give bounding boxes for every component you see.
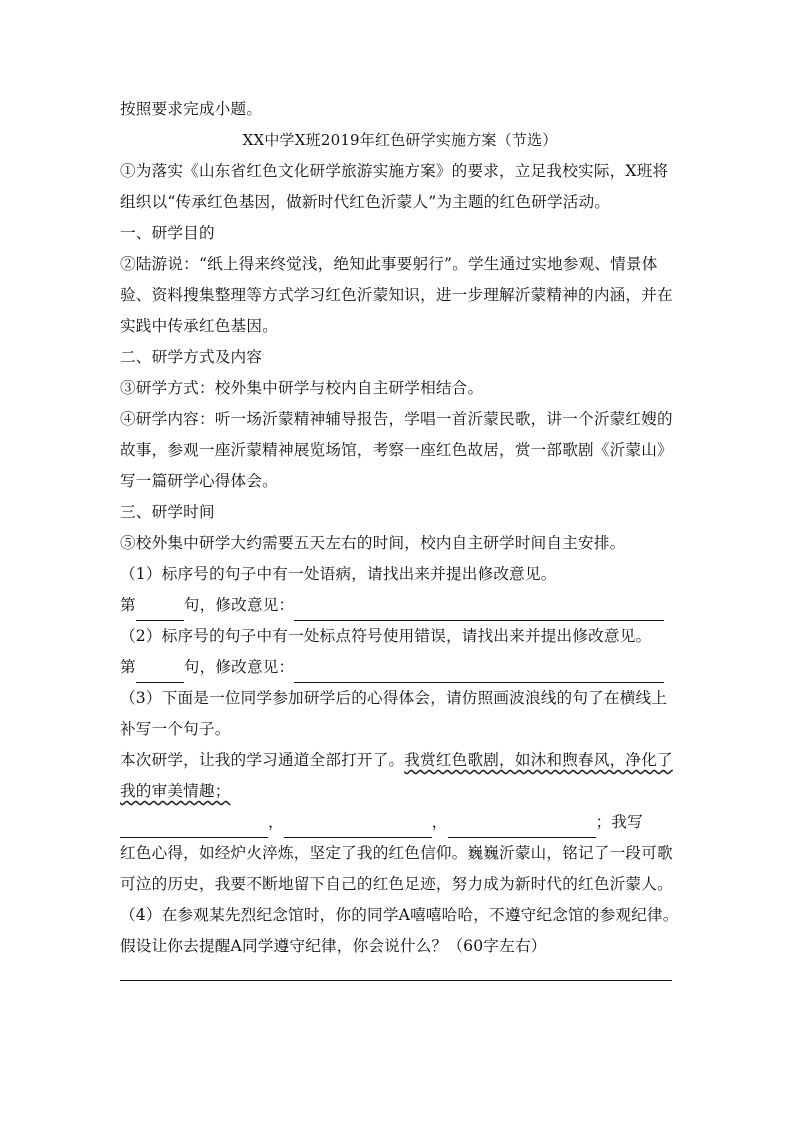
paragraph-1-line-2: 组织以“传承红色基因，做新时代红色沂蒙人”为主题的红色研学活动。 <box>120 193 611 211</box>
question-3-line-1: （3）下面是一位同学参加研学后的心得体会，请仿照画波浪线的句了在横线上 <box>120 689 668 707</box>
question-1: （1）标序号的句子中有一处语病，请找出来并提出修改意见。 <box>120 565 557 583</box>
question-3-blank-1[interactable] <box>120 819 268 838</box>
question-3-continuation-line-1: 红色心得，如经炉火淬炼，坚定了我的红色信仰。巍巍沂蒙山，铭记了一段可歌 <box>120 844 673 862</box>
question-2-middle: 句，修改意见： <box>183 658 295 676</box>
question-3-example-line-2 <box>120 776 680 807</box>
wavy-underlined-example-1: 我赏红色歌剧，如沐和煦春风，净化了 <box>404 751 673 769</box>
paragraph-2-line-2: 验、资料搜集整理等方式学习红色沂蒙知识，进一步理解沂蒙精神的内涵，并在 <box>120 286 673 304</box>
paragraph-4-line-3: 写一篇研学心得体会。 <box>120 472 278 490</box>
question-3-blank-2[interactable] <box>284 819 432 838</box>
paragraph-3: ③研学方式：校外集中研学与校内自主研学相结合。 <box>120 379 484 397</box>
question-3-comma-2: ， <box>431 813 448 831</box>
question-3-blanks-row <box>120 807 680 838</box>
question-1-answer-row <box>120 590 680 621</box>
section-method-heading: 二、研学方式及内容 <box>120 348 263 366</box>
paragraph-2-line-1: ②陆游说：“纸上得来终觉浅，绝知此事要躬行”。学生通过实地参观、情景体 <box>120 255 658 273</box>
question-1-middle: 句，修改意见： <box>183 596 295 614</box>
question-2-sentence-blank[interactable] <box>136 664 184 683</box>
question-1-prefix: 第 <box>120 596 136 614</box>
instruction-text: 按照要求完成小题。 <box>120 100 263 118</box>
question-2-revision-blank[interactable] <box>294 664 664 683</box>
question-4-line-2: 假设让你去提醒A同学遵守纪律，你会说什么？（60字左右） <box>120 937 547 955</box>
question-3-example-line-1 <box>120 745 680 776</box>
paragraph-2-line-3: 实践中传承红色基因。 <box>120 317 278 335</box>
question-3-example-start: 本次研学，让我的学习通道全部打开了。 <box>120 751 405 769</box>
question-2-prefix: 第 <box>120 658 136 676</box>
question-3-comma-1: ， <box>268 813 284 831</box>
question-2: （2）标序号的句子中有一处标点符号使用错误，请找出来并提出修改意见。 <box>120 627 652 645</box>
paragraph-4-line-1: ④研学内容：听一场沂蒙精神辅导报告，学唱一首沂蒙民歌，讲一个沂蒙红嫂的 <box>120 410 673 428</box>
section-purpose-heading: 一、研学目的 <box>120 224 215 242</box>
section-time-heading: 三、研学时间 <box>120 503 215 521</box>
question-1-sentence-blank[interactable] <box>136 602 184 621</box>
question-3-line-2: 补写一个句子。 <box>120 720 231 738</box>
question-3-after-blanks: ；我写 <box>595 813 643 831</box>
question-1-revision-blank[interactable] <box>294 602 664 621</box>
paragraph-5: ⑤校外集中研学大约需要五天左右的时间，校内自主研学时间自主安排。 <box>120 534 626 552</box>
wavy-underlined-example-2: 我的审美情趣； <box>120 782 231 800</box>
question-4-line-1: （4）在参观某先烈纪念馆时，你的同学A嘻嘻哈哈，不遵守纪念馆的参观纪律。 <box>120 906 679 924</box>
paragraph-1-line-1: ①为落实《山东省红色文化研学旅游实施方案》的要求，立足我校实际，X班将 <box>120 162 669 180</box>
question-2-answer-row <box>120 652 680 683</box>
paragraph-4-line-2: 故事，参观一座沂蒙精神展览场馆，考察一座红色故居，赏一部歌剧《沂蒙山》 <box>120 441 673 459</box>
question-3-continuation-line-2: 可泣的历史，我要不断地留下自己的红色足迹，努力成为新时代的红色沂蒙人。 <box>120 875 673 893</box>
question-3-blank-3[interactable] <box>448 819 596 838</box>
question-4-answer-line[interactable] <box>120 979 672 981</box>
document-content <box>120 94 680 981</box>
question-4-answer-gap <box>120 962 680 979</box>
document-title: XX中学X班2019年红色研学实施方案（节选） <box>242 131 558 149</box>
